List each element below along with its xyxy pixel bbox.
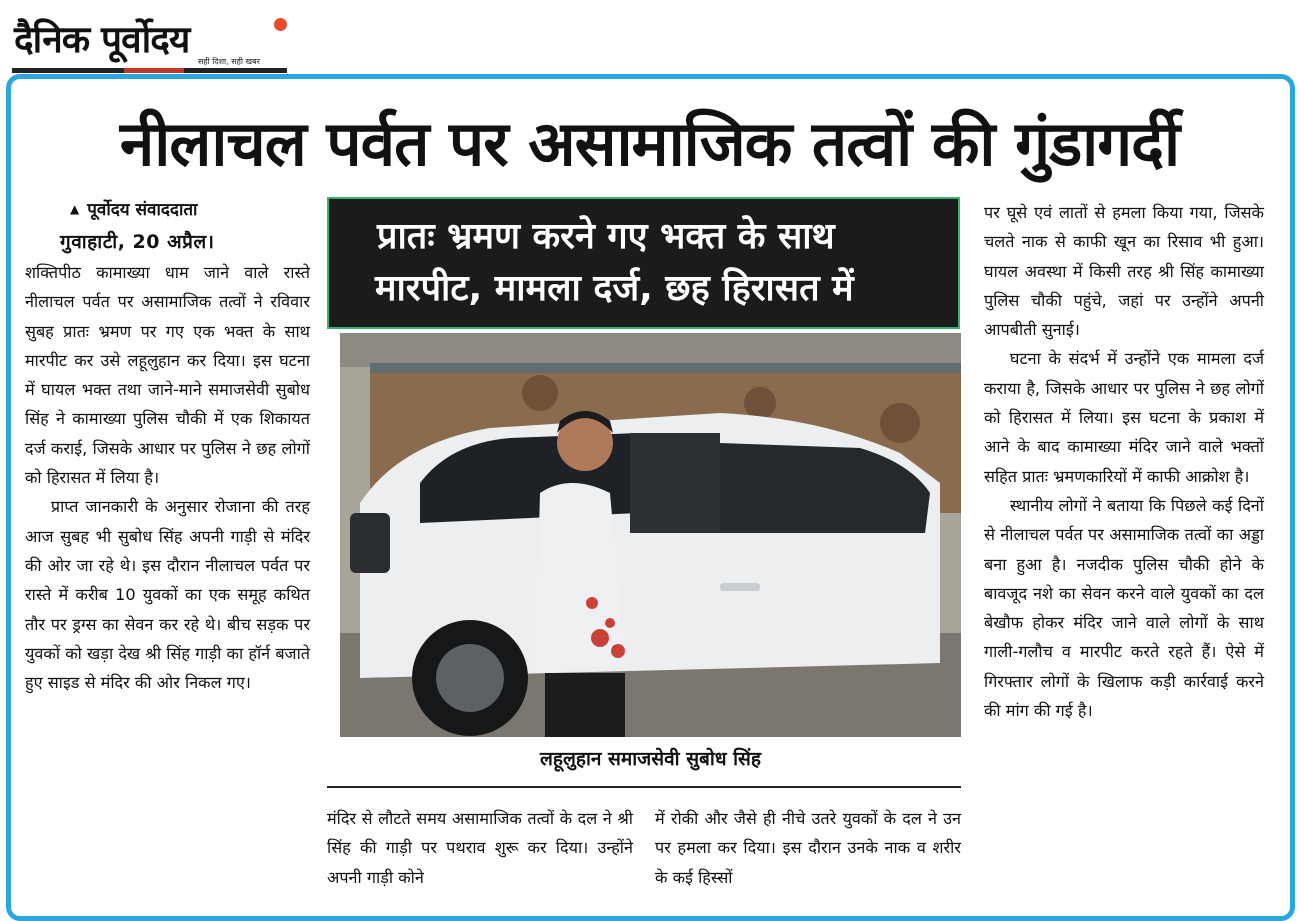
- middle-paragraph-1: मंदिर से लौटते समय असामाजिक तत्वों के दल ने श्री सिंह की गाड़ी पर पथराव शुरू कर दिया। उन्होंने अपनी गाड़ी कोने: [327, 809, 633, 887]
- subheadline-line-1: प्रातः भ्रमण करने गए भक्त के साथ: [377, 216, 835, 257]
- subheadline-box: [327, 197, 960, 329]
- byline-text: पूर्वोदय संवाददाता: [87, 200, 198, 220]
- masthead-red-bar: [124, 68, 184, 73]
- left-paragraph-1: शक्तिपीठ कामाख्या धाम जाने वाले रास्ते नीलाचल पर्वत पर असामाजिक तत्वों ने रविवार सुबह प्रातः भ्रमण पर गए एक भक्त के साथ मारपीट कर उसे लहूलुहान कर दिया। इस घटना में घायल भक्त तथा जाने-माने समाजसेवी सुबोध सिंह ने कामाख्या पुलिस चौकी में एक शिकायत दर्ज कराई, जिसके आधार पर पुलिस ने छह लोगों को हिरासत में लिया है।: [25, 263, 310, 488]
- byline: [70, 197, 197, 220]
- middle-paragraph-2: में रोकी और जैसे ही नीचे उतरे युवकों के दल ने उन पर हमला कर दिया। इस दौरान उनके नाक व शरीर के कई हिस्सों: [655, 809, 961, 887]
- masthead-logo-dot: [274, 18, 287, 31]
- right-paragraph-3: स्थानीय लोगों ने बताया कि पिछले कई दिनों से नीलाचल पर्वत पर असामाजिक तत्वों का अड्डा बना हुआ है। नजदीक पुलिस चौकी होने के बावजूद नशे का सेवन करने वाले युवकों का दल बेखौफ होकर मंदिर जाने वाले लोगों के साथ गाली-गलौच व मारपीट करते रहते हैं। ऐसे में गिरफ्तार लोगों के खिलाफ कड़ी कार्रवाई करने की मांग की गई है।: [984, 495, 1264, 721]
- masthead-title: दैनिक पूर्वोदय: [14, 18, 190, 61]
- right-paragraph-1: पर घूसे एवं लातों से हमला किया गया, जिसके चलते नाक से काफी खून का रिसाव भी हुआ। घायल अवस्था में किसी तरह श्री सिंह कामाख्या पुलिस चौकी पहुंचे, जहां पर उन्होंने अपनी आपबीती सुनाई।: [984, 203, 1264, 340]
- left-column: [25, 258, 310, 697]
- middle-column-1: [327, 804, 633, 892]
- subheadline-line-2: मारपीट, मामला दर्ज, छह हिरासत में: [375, 268, 854, 309]
- right-column: [984, 198, 1264, 725]
- middle-column-2: [655, 804, 961, 892]
- left-paragraph-2: प्राप्त जानकारी के अनुसार रोजाना की तरह आज सुबह भी सुबोध सिंह अपनी गाड़ी से मंदिर की ओर जा रहे थे। इस दौरान नीलाचल पर्वत पर रास्ते में करीब 10 युवकों का एक समूह कथित तौर पर ड्रग्स का सेवन कर रहे थे। बीच सड़क पर युवकों को खड़ा देख श्री सिंह गाड़ी का हॉर्न बजाते हुए साइड से मंदिर की ओर निकल गए।: [25, 497, 310, 693]
- news-photo: [340, 333, 961, 737]
- right-paragraph-2: घटना के संदर्भ में उन्होंने एक मामला दर्ज कराया है, जिसके आधार पर पुलिस ने छह लोगों को हिरासत में लिया। इस घटना के प्रकाश में आने के बाद कामाख्या मंदिर जाने वाले भक्तों सहित प्रातः भ्रमणकारियों में काफी आक्रोश है।: [984, 349, 1264, 486]
- headline: नीलाचल पर्वत पर असामाजिक तत्वों की गुंडागर्दी: [119, 107, 1180, 180]
- photo-caption: लहूलुहान समाजसेवी सुबोध सिंह: [540, 748, 761, 770]
- masthead-tagline: सही दिशा, सही खबर: [198, 57, 260, 66]
- caption-rule: [327, 786, 961, 788]
- triangle-icon: ▲: [70, 202, 80, 216]
- dateline: गुवाहाटी, 20 अप्रैल।: [60, 231, 215, 253]
- masthead: [12, 6, 287, 72]
